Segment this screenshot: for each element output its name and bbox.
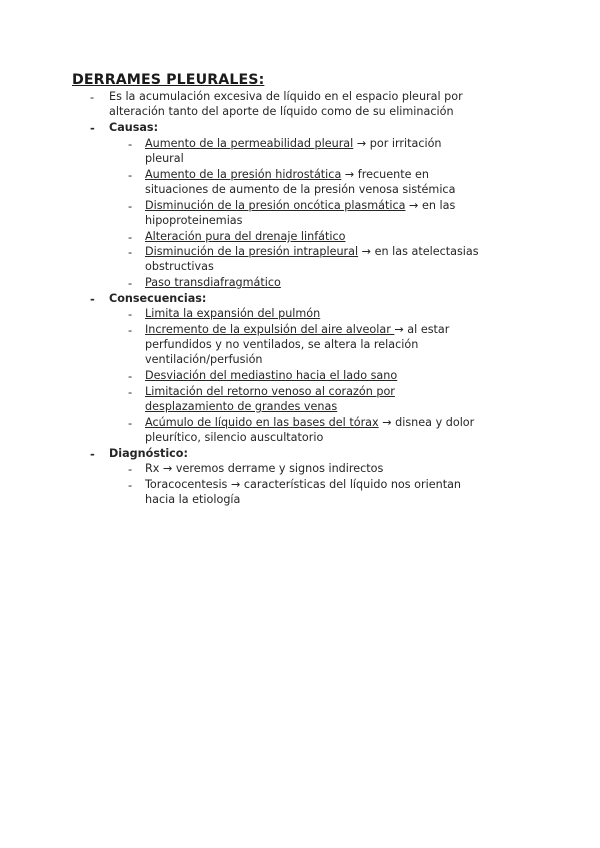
bullet-dash: - xyxy=(128,137,133,151)
bullet-dash: - xyxy=(128,230,133,244)
bullet-dash: - xyxy=(128,369,133,383)
list-item-continuation: perfundidos y no ventilados, se altera la relación xyxy=(145,338,419,351)
item-detail: → frecuente en xyxy=(341,168,429,181)
item-detail: → disnea y dolor xyxy=(378,416,475,429)
bullet-dash: - xyxy=(128,199,133,213)
bullet-dash: - xyxy=(128,276,133,290)
list-item-continuation: hacia la etiología xyxy=(145,493,241,506)
bullet-dash: - xyxy=(128,462,133,476)
underlined-term: Aumento de la permeabilidad pleural xyxy=(145,137,354,150)
underlined-term: Paso transdiafragmático xyxy=(145,276,281,289)
list-item-continuation: pleurítico, silencio auscultatorio xyxy=(145,431,324,444)
underlined-term: Acúmulo de líquido en las bases del tórax xyxy=(145,416,379,429)
bullet-dash: - xyxy=(128,385,133,399)
underlined-term: Disminución de la presión oncótica plasmática xyxy=(145,199,406,212)
definition-line: alteración tanto del aporte de líquido como de su eliminación xyxy=(109,105,454,118)
list-item-continuation: situaciones de aumento de la presión venosa sistémica xyxy=(145,183,456,196)
list-item xyxy=(145,167,429,183)
bullet-dash: - xyxy=(128,245,133,259)
item-detail: → en las atelectasias xyxy=(358,245,479,258)
list-item-continuation: hipoproteinemias xyxy=(145,214,243,227)
underlined-term: Aumento de la presión hidrostática xyxy=(145,168,342,181)
underlined-term: Limita la expansión del pulmón xyxy=(145,307,321,320)
item-detail: → en las xyxy=(405,199,456,212)
definition-line: Es la acumulación excesiva de líquido en el espacio pleural por xyxy=(109,90,463,103)
bullet-dash: - xyxy=(90,292,95,306)
list-item-continuation: pleural xyxy=(145,152,184,165)
underlined-term: Limitación del retorno venoso al corazón por xyxy=(145,385,395,398)
list-item xyxy=(145,384,395,400)
section-heading-consecuencias: Consecuencias: xyxy=(109,292,207,305)
list-item xyxy=(145,136,442,152)
bullet-dash: - xyxy=(90,447,95,461)
list-item xyxy=(145,229,346,245)
list-item: Rx → veremos derrame y signos indirectos xyxy=(145,462,384,475)
bullet-dash: - xyxy=(90,121,95,135)
list-item-continuation xyxy=(145,399,337,415)
underlined-term: Desviación del mediastino hacia el lado sano xyxy=(145,369,398,382)
underlined-term: desplazamiento de grandes venas xyxy=(145,400,338,413)
section-heading-diagnostico: Diagnóstico: xyxy=(109,447,188,460)
list-item xyxy=(145,415,474,431)
underlined-term: Alteración pura del drenaje linfático xyxy=(145,230,346,243)
bullet-dash: - xyxy=(128,323,133,337)
bullet-dash: - xyxy=(128,478,133,492)
list-item xyxy=(145,198,455,214)
list-item xyxy=(145,368,397,384)
item-detail: → al estar xyxy=(394,323,450,336)
underlined-term: Incremento de la expulsión del aire alveolar xyxy=(145,323,395,336)
list-item xyxy=(145,244,479,260)
section-heading-causas: Causas: xyxy=(109,121,159,134)
bullet-dash: - xyxy=(128,168,133,182)
list-item-continuation: ventilación/perfusión xyxy=(145,353,263,366)
bullet-dash: - xyxy=(128,416,133,430)
list-item: Toracocentesis → características del líquido nos orientan xyxy=(145,478,462,491)
list-item xyxy=(145,275,281,291)
page-title: DERRAMES PLEURALES: xyxy=(72,72,265,88)
item-detail: → por irritación xyxy=(353,137,442,150)
bullet-dash: - xyxy=(90,90,95,104)
list-item xyxy=(145,322,449,338)
bullet-dash: - xyxy=(128,307,133,321)
underlined-term: Disminución de la presión intrapleural xyxy=(145,245,359,258)
list-item-continuation: obstructivas xyxy=(145,260,214,273)
list-item xyxy=(145,306,320,322)
